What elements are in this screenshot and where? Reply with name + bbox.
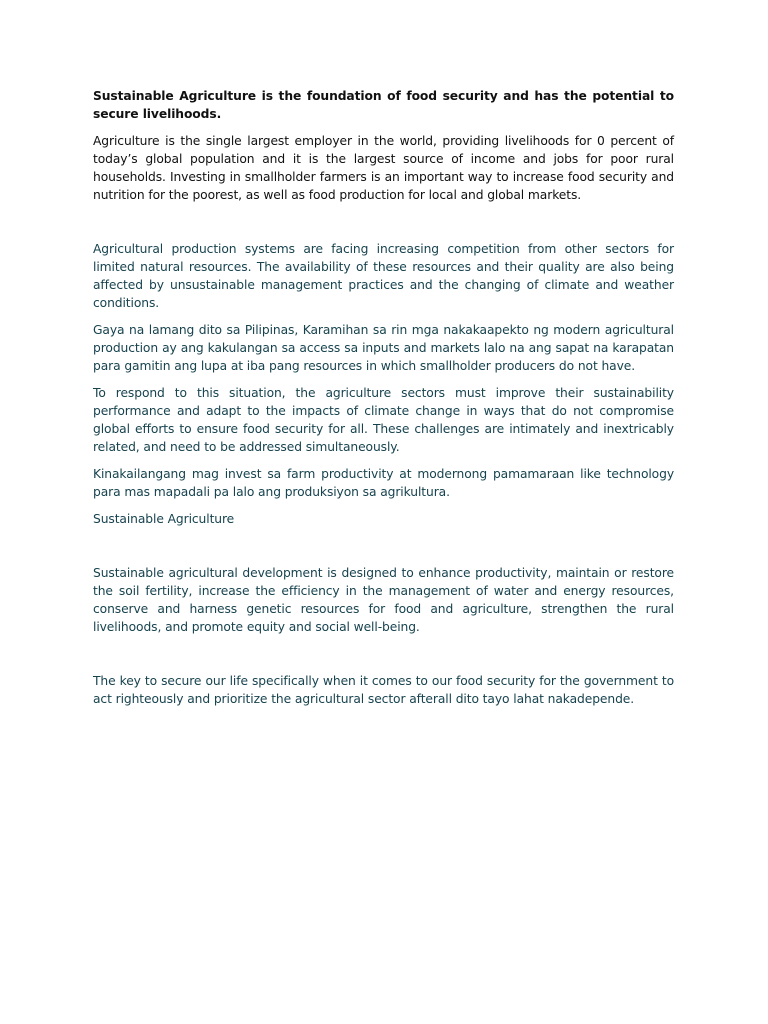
paragraph-respond: To respond to this situation, the agriculture sectors must improve their sustainability performance and adapt to the impacts of climate change in ways that do not compromise global efforts to ensure food security for all. These challenges are intimately and inextricably related, and need to be addressed simultaneously. — [93, 386, 674, 454]
paragraph-agriculture-employer: Agriculture is the single largest employer in the world, providing livelihoods for 0 percent of today’s global population and it is the largest source of income and jobs for poor rural households. Investing in smallholder farmers is an important way to increase food security and nutrition for the poorest, as well as food production for local and global markets. — [93, 134, 674, 202]
paragraph-sustainable-development: Sustainable agricultural development is designed to enhance productivity, maintain or restore the soil fertility, increase the efficiency in the management of water and energy resources, conserve and harness genetic resources for food and agriculture, strengthen the rural livelihoods, and promote equity and social well-being. — [93, 566, 674, 634]
paragraph-invest: Kinakailangang mag invest sa farm productivity at modernong pamamaraan like technology para mas mapadali pa lalo ang produksiyon sa agrikultura. — [93, 467, 674, 499]
document-body — [93, 87, 674, 708]
section-label-sustainable-agriculture: Sustainable Agriculture — [93, 512, 235, 526]
paragraph-key-to-secure: The key to secure our life specifically when it comes to our food security for the government to act righteously and prioritize the agricultural sector afterall dito tayo lahat nakadepende. — [93, 674, 674, 706]
document-heading: Sustainable Agriculture is the foundation of food security and has the potential to secure livelihoods. — [93, 89, 674, 121]
paragraph-production-systems: Agricultural production systems are facing increasing competition from other sectors for limited natural resources. The availability of these resources and their quality are also being affected by unsustainable management practices and the changing of climate and weather conditions. — [93, 242, 674, 310]
paragraph-pilipinas: Gaya na lamang dito sa Pilipinas, Karamihan sa rin mga nakakaapekto ng modern agricultural production ay ang kakulangan sa access sa inputs and markets lalo na ang sapat na karapatan para gamitin ang lupa at iba pang resources in which smallholder producers do not have. — [93, 323, 674, 373]
